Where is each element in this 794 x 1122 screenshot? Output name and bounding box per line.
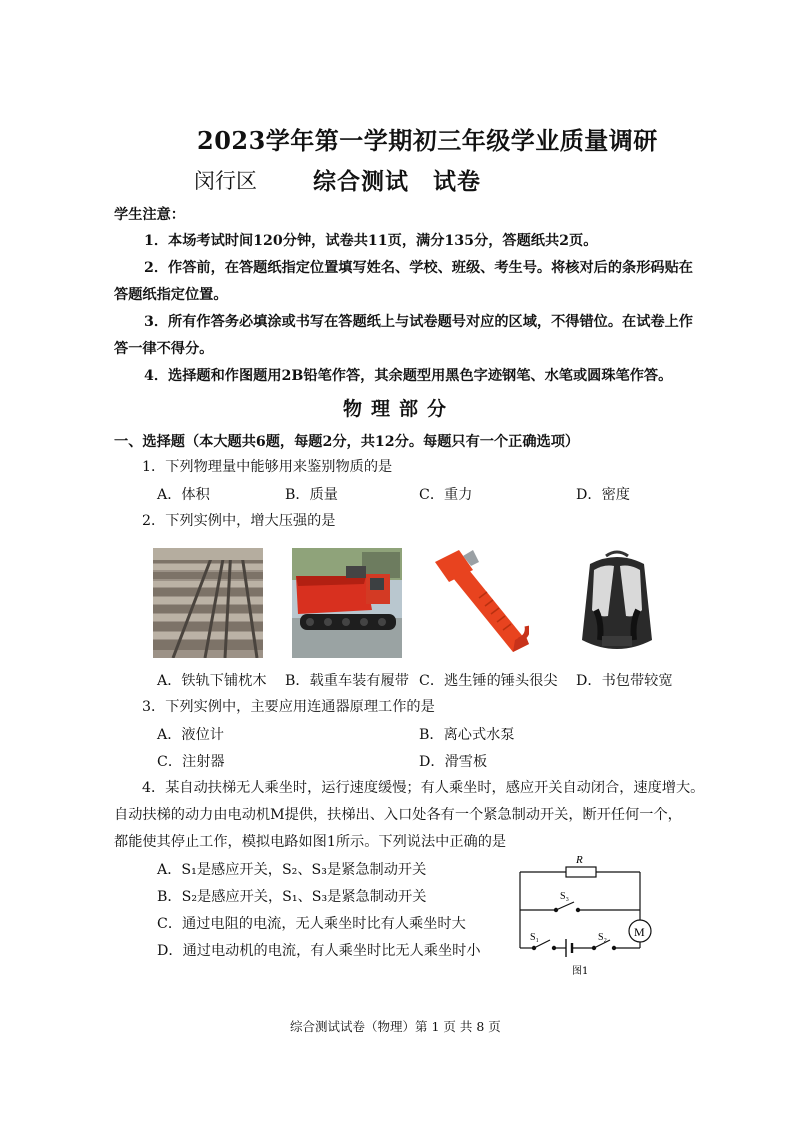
resistor-label: R [576, 854, 583, 866]
q4-stem-line-2: 自动扶梯的动力由电动机M提供，扶梯出、入口处各有一个紧急制动开关，断开任何一个， [114, 807, 682, 823]
q1-option-c: C．重力 [419, 487, 473, 503]
switch-s3-label: S₃ [560, 891, 570, 902]
notice-item-4: 4．选择题和作图题用2B铅笔作答，其余题型用黑色字迹钢笔、水笔或圆珠笔作答。 [144, 368, 673, 384]
q3-option-d: D．滑雪板 [419, 754, 488, 770]
switch-s1-label: S₁ [530, 932, 540, 943]
q1-option-a: A．体积 [157, 487, 210, 503]
notice-item-2: 2．作答前，在答题纸指定位置填写姓名、学校、班级、考生号。将核对后的条形码贴在 [144, 260, 693, 276]
q2-option-c: C．逃生锤的锤头很尖 [419, 673, 558, 689]
escape-hammer-image [429, 548, 529, 658]
section-title: 物理部分 [343, 398, 456, 420]
q3-option-c: C．注射器 [157, 754, 225, 770]
notice-item-3-cont: 答一律不得分。 [114, 341, 214, 357]
q3-stem: 3．下列实例中，主要应用连通器原理工作的是 [142, 699, 435, 715]
q4-option-d: D．通过电动机的电流，有人乘坐时比无人乘坐时小 [157, 943, 481, 959]
backpack-image [576, 548, 658, 658]
switch-s2-label: S₂ [598, 932, 608, 943]
q4-stem-line-1: 4．某自动扶梯无人乘坐时，运行速度缓慢；有人乘坐时，感应开关自动闭合，速度增大。 [142, 780, 705, 796]
q1-option-b: B．质量 [285, 487, 338, 503]
q2-option-b: B．载重车装有履带 [285, 673, 409, 689]
q4-option-a: A．S₁是感应开关，S₂、S₃是紧急制动开关 [157, 862, 427, 878]
q2-stem: 2．下列实例中，增大压强的是 [142, 513, 336, 529]
district-name: 闵行区 [194, 169, 257, 193]
q4-option-b: B．S₂是感应开关，S₁、S₃是紧急制动开关 [157, 889, 427, 905]
q2-option-a: A．铁轨下铺枕木 [157, 673, 267, 689]
figure-caption: 图1 [572, 966, 589, 977]
railway-sleepers-image [153, 548, 263, 658]
q2-option-d: D．书包带较宽 [576, 673, 673, 689]
notice-heading: 学生注意： [114, 207, 185, 223]
motor-label: M [634, 925, 645, 939]
notice-item-2-cont: 答题纸指定位置。 [114, 287, 228, 303]
notice-item-1: 1．本场考试时间120分钟，试卷共11页，满分135分，答题纸共2页。 [144, 233, 598, 249]
q4-option-c: C．通过电阻的电流，无人乘坐时比有人乘坐时大 [157, 916, 466, 932]
notice-item-3: 3．所有作答务必填涂或书写在答题纸上与试卷题号对应的区域，不得错位。在试卷上作 [144, 314, 693, 330]
q3-option-b: B．离心式水泵 [419, 727, 515, 743]
q4-stem-line-3: 都能使其停止工作，模拟电路如图1所示。下列说法中正确的是 [114, 834, 507, 850]
q1-option-d: D．密度 [576, 487, 630, 503]
part1-heading: 一、选择题（本大题共6题，每题2分，共12分。每题只有一个正确选项） [114, 434, 580, 450]
exam-title: 2023学年第一学期初三年级学业质量调研 [197, 126, 658, 155]
exam-subtitle: 综合测试 试卷 [313, 168, 481, 195]
q3-option-a: A．液位计 [157, 727, 224, 743]
circuit-diagram [508, 850, 658, 980]
page-footer: 综合测试试卷（物理）第 1 页 共 8 页 [290, 1019, 501, 1034]
heavy-truck-tracks-image [292, 548, 402, 658]
q1-stem: 1．下列物理量中能够用来鉴别物质的是 [142, 459, 393, 475]
